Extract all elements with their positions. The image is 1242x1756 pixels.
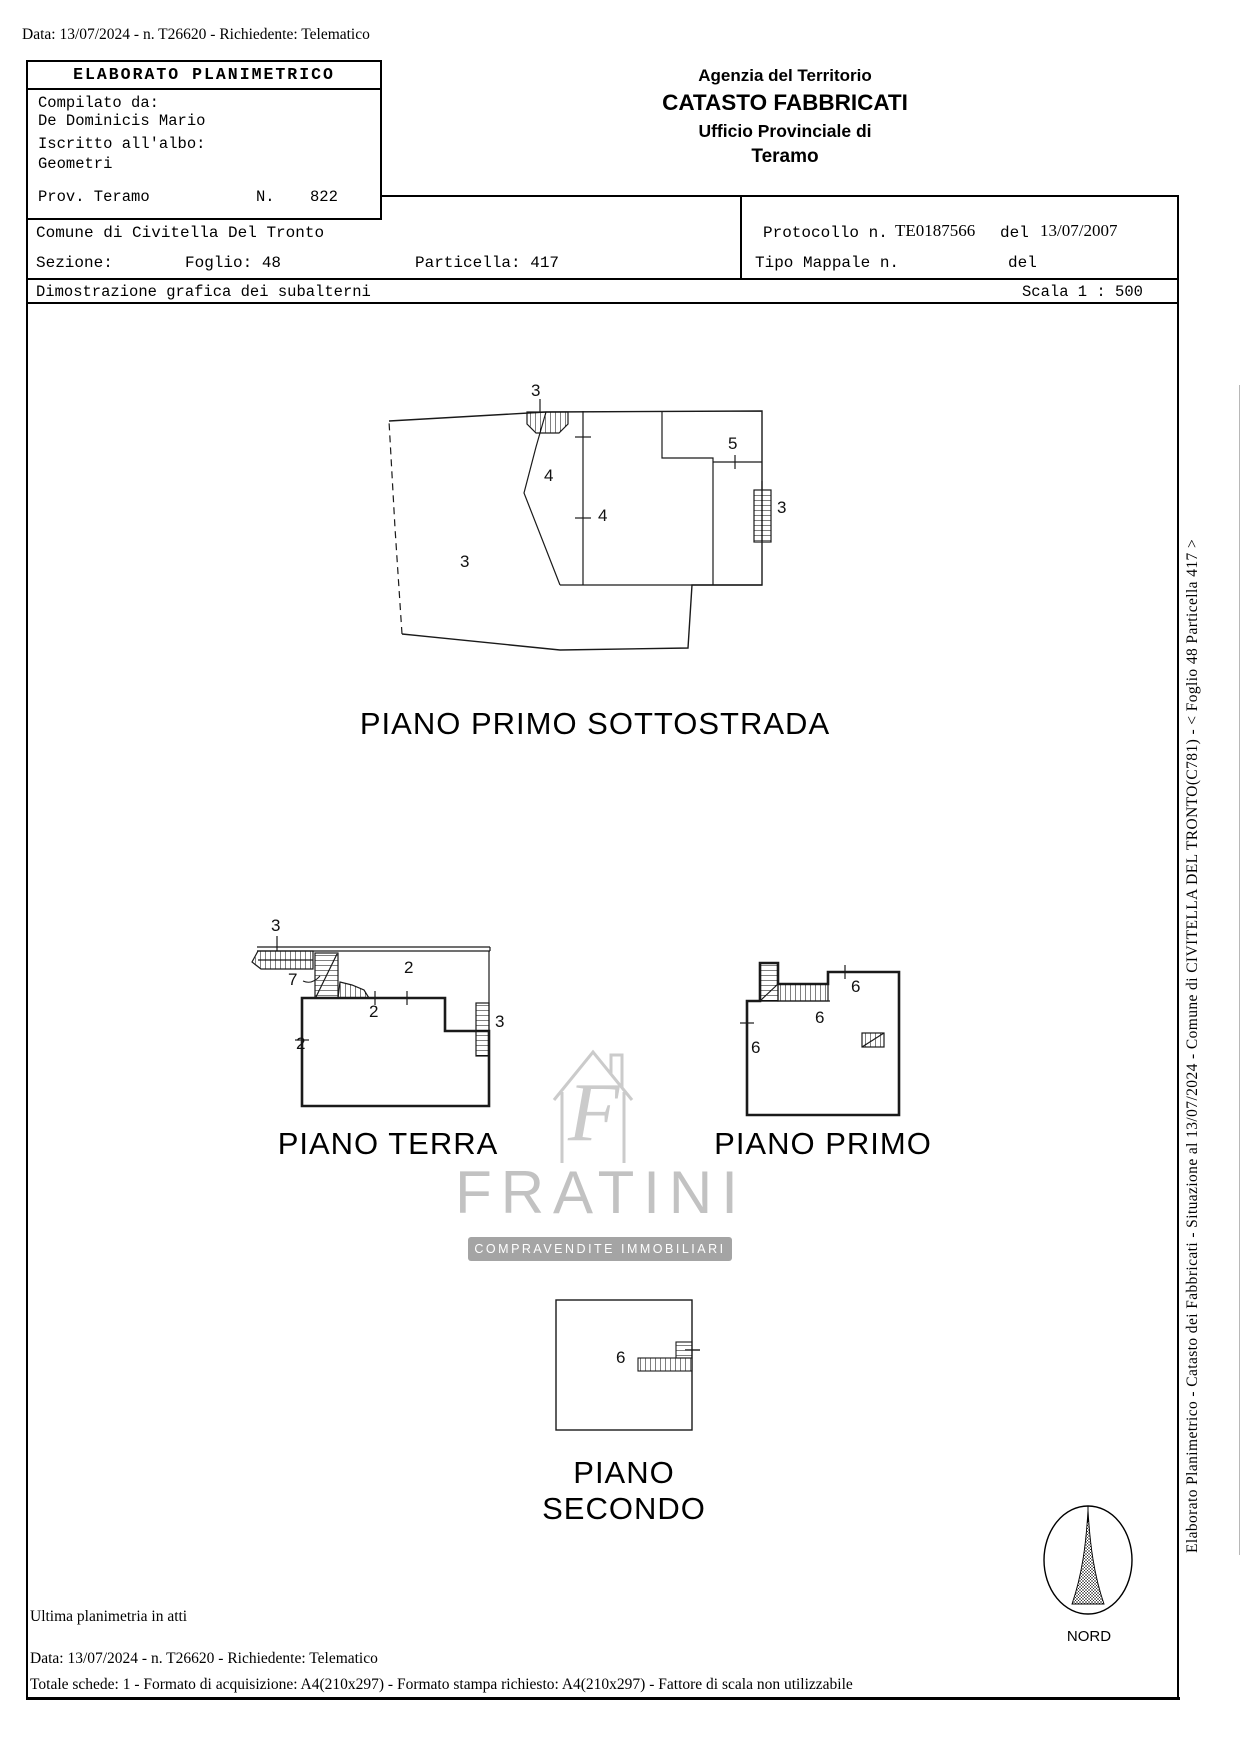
room-label: 4: [598, 506, 608, 525]
protocollo-value: TE0187566: [895, 221, 976, 240]
particella-value: Particella: 417: [415, 254, 560, 272]
watermark-monogram: F: [568, 1066, 620, 1159]
n-value: 822: [310, 188, 338, 206]
n-label: N.: [256, 188, 275, 206]
room-label: 3: [531, 381, 541, 400]
table-row-border-1: [26, 278, 1179, 280]
plan-primo: [740, 963, 899, 1115]
sidebar-vertical-text: Elaborato Planimetrico - Catasto dei Fabbricati - Situazione al 13/07/2024 - Comune di CIVITELLA DEL TRONTO(C781) - < Foglio 48 Particella 417 >: [1184, 538, 1201, 1553]
compilato-value: De Dominicis Mario: [38, 112, 206, 130]
table-right-border: [1177, 195, 1179, 1700]
room-label: 3: [271, 916, 281, 935]
table-cell-divider: [740, 195, 742, 279]
footer-data-line: Data: 13/07/2024 - n. T26620 - Richiedente: Telematico: [30, 1650, 378, 1667]
protocollo-del-label: del: [1000, 224, 1029, 242]
table-top-border: [380, 195, 1179, 197]
request-line-top: Data: 13/07/2024 - n. T26620 - Richiedente: Telematico: [22, 26, 370, 43]
caption-piano-secondo: PIANO SECONDO: [542, 1455, 706, 1526]
room-label: 4: [544, 466, 554, 485]
room-label: 3: [460, 552, 470, 571]
watermark-name: FRATINI: [455, 1159, 747, 1226]
caption-piano-primo-sottostrada: PIANO PRIMO SOTTOSTRADA: [359, 706, 831, 741]
elaborato-title: ELABORATO PLANIMETRICO: [73, 65, 335, 84]
prov-label: Prov. Teramo: [38, 188, 150, 206]
room-label: 2: [404, 958, 414, 977]
room-label: 3: [777, 498, 787, 517]
iscritto-label: Iscritto all'albo:: [38, 135, 206, 153]
plan-secondo: [556, 1300, 700, 1430]
room-label: 6: [751, 1038, 761, 1057]
footer-ultima: Ultima planimetria in atti: [30, 1608, 188, 1625]
room-label: 3: [495, 1012, 505, 1031]
tipo-mappale-label: Tipo Mappale n.: [755, 254, 900, 272]
nord-compass-icon: [1044, 1506, 1132, 1614]
room-label: 2: [296, 1034, 306, 1053]
foglio-value: Foglio: 48: [185, 254, 282, 272]
room-label: 2: [369, 1002, 379, 1021]
table-left-border: [26, 214, 28, 1700]
table-row-border-2: [26, 302, 1179, 304]
room-label: 7: [288, 970, 298, 989]
watermark-tagline: COMPRAVENDITE IMMOBILIARI: [468, 1237, 732, 1261]
tipo-mappale-del-label: del: [1008, 254, 1037, 272]
elaborato-box: [26, 60, 382, 220]
agency-line1: Agenzia del Territorio: [698, 66, 872, 85]
protocollo-label: Protocollo n.: [763, 224, 888, 242]
page-edge-line: [1239, 385, 1240, 1555]
agency-line3: Ufficio Provinciale di: [698, 121, 872, 141]
compilato-label: Compilato da:: [38, 94, 159, 112]
plan-sottostrada: [389, 399, 771, 650]
scala-label: Scala 1 : 500: [1022, 283, 1143, 301]
comune-line: Comune di Civitella Del Tronto: [36, 224, 325, 242]
protocollo-date: 13/07/2007: [1040, 221, 1118, 240]
room-label: 6: [851, 977, 861, 996]
agency-line4: Teramo: [751, 146, 819, 167]
room-label: 6: [616, 1348, 626, 1367]
table-bottom-border: [26, 1697, 1180, 1700]
room-label: 5: [728, 434, 738, 453]
sezione-label: Sezione:: [36, 254, 113, 272]
agency-line2: CATASTO FABBRICATI: [662, 90, 908, 115]
caption-piano-terra: PIANO TERRA: [277, 1126, 499, 1161]
footer-totale-line: Totale schede: 1 - Formato di acquisizione: A4(210x297) - Formato stampa richiesto: A4(210x297) - Fattore di scala non utilizzabile: [30, 1676, 853, 1693]
room-label: 6: [815, 1008, 825, 1027]
agency-header: [555, 66, 1015, 168]
dimostrazione-label: Dimostrazione grafica dei subalterni: [36, 283, 371, 301]
caption-piano-primo: PIANO PRIMO: [714, 1126, 932, 1161]
elaborato-title-rule: [28, 88, 380, 90]
iscritto-value: Geometri: [38, 155, 113, 173]
nord-label: NORD: [1066, 1628, 1112, 1645]
